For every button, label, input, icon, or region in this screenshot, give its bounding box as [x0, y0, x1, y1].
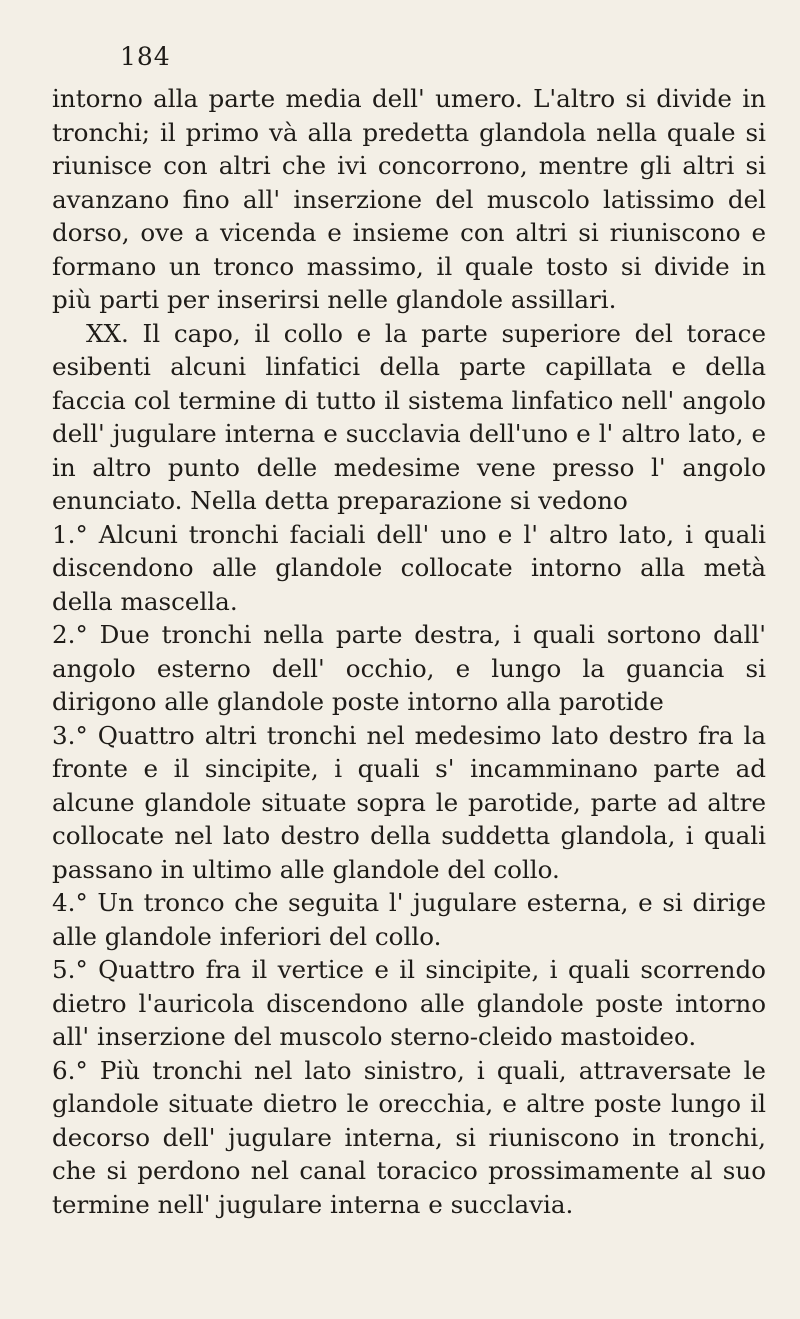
list-item-4: 4.° Un tronco che seguita l' jugulare esterna, e si dirige alle glandole inferiori del collo. — [52, 888, 766, 951]
list-item-3: 3.° Quattro altri tronchi nel medesimo lato destro fra la fronte e il sincipite, i quali s' incamminano parte ad alcune glandole situate sopra le parotide, parte ad altre collocate nel lato destro della suddetta glandola, i quali passano in ultimo alle glandole del collo. — [52, 720, 766, 884]
body-text — [52, 82, 766, 1221]
page-number: 184 — [120, 42, 171, 71]
paragraph-continuation: intorno alla parte media dell' umero. L'altro si divide in tronchi; il primo và alla predetta glandola nella quale si riunisce con altri che ivi concorrono, mentre gli altri si avanzano fino all' inserzione del muscolo latissimo del dorso, ove a vicenda e insieme con altri si riuniscono e formano un tronco massimo, il quale tosto si divide in più parti per inserirsi nelle glandole assillari. — [52, 84, 766, 314]
list-item-5: 5.° Quattro fra il vertice e il sincipite, i quali scorrendo dietro l'auricola discendono alle glandole poste intorno all' inserzione del muscolo sterno-cleido mastoideo. — [52, 955, 766, 1051]
paragraph-section-xx: XX. Il capo, il collo e la parte superiore del torace esibenti alcuni linfatici della parte capillata e della faccia col termine di tutto il sistema linfatico nell' angolo dell' jugulare interna e succlavia dell'uno e l' altro lato, e in altro punto delle medesime vene presso l' angolo enunciato. Nella detta preparazione si vedono — [52, 318, 766, 515]
list-item-2: 2.° Due tronchi nella parte destra, i quali sortono dall' angolo esterno dell' occhio, e lungo la guancia si dirigono alle glandole poste intorno alla parotide — [52, 620, 766, 716]
list-item-1: 1.° Alcuni tronchi faciali dell' uno e l' altro lato, i quali discendono alle glandole collocate intorno alla metà della mascella. — [52, 519, 766, 616]
list-item-6: 6.° Più tronchi nel lato sinistro, i quali, attraversate le glandole situate dietro le orecchia, e altre poste lungo il decorso dell' jugulare interna, si riuniscono in tronchi, che si perdono nel canal toracico prossimamente al suo termine nell' jugulare interna e succlavia. — [52, 1055, 766, 1219]
